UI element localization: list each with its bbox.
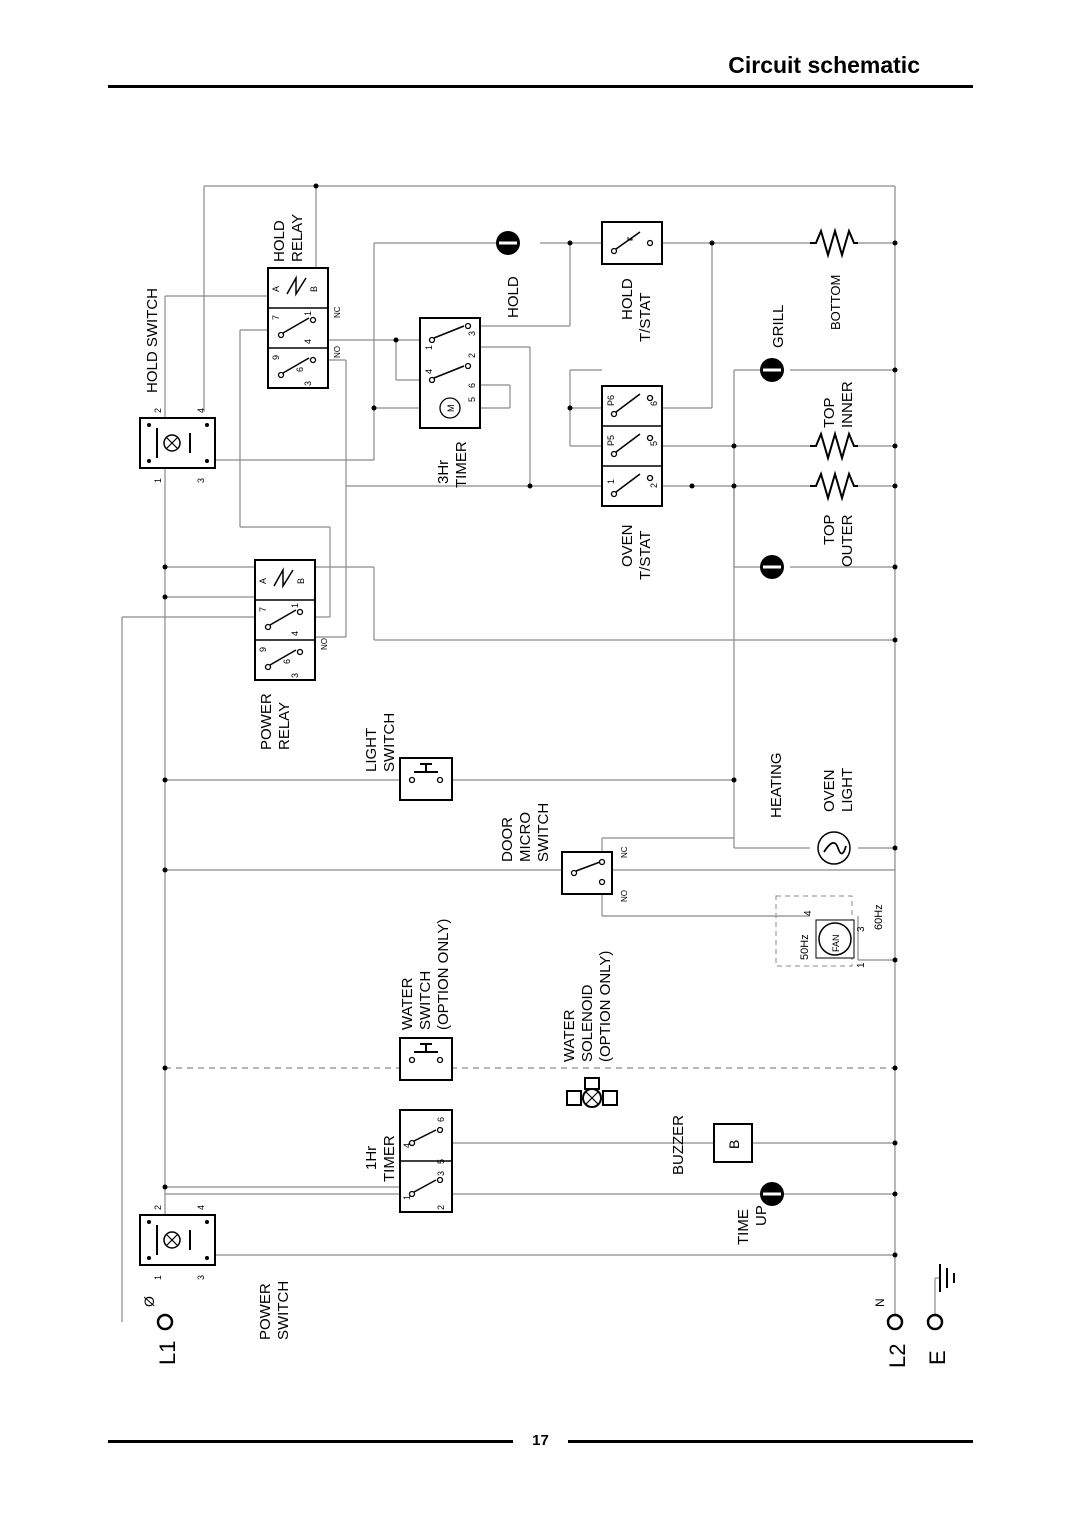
timer-1hr [363, 1110, 452, 1212]
element-bottom [810, 231, 858, 330]
buzzer [670, 1115, 752, 1175]
hold-relay-pin-7: 7 [271, 314, 281, 320]
power-relay-pin-4: 4 [290, 630, 300, 636]
element-top-inner-label-1: TOP [821, 397, 838, 428]
buzzer-label: BUZZER [670, 1115, 687, 1175]
fan-50hz: 50Hz [799, 934, 811, 960]
hold-relay-pin-3: 3 [303, 380, 313, 386]
time-up-lamp [735, 1182, 784, 1245]
page-number: 17 [532, 1432, 549, 1449]
water-solenoid-label-1: WATER [561, 1009, 578, 1062]
power-relay-pin-b: B [296, 577, 306, 584]
power-switch-pin-4: 4 [196, 1204, 206, 1210]
light-switch [363, 713, 452, 800]
element-top-outer [810, 474, 858, 567]
fan-pin-4: 4 [803, 910, 814, 916]
power-relay-pin-1: 1 [290, 602, 300, 608]
oven-light-label-2: LIGHT [839, 767, 856, 812]
element-top-outer-label-1: TOP [821, 514, 838, 545]
door-micro-switch-label-3: SWITCH [535, 802, 552, 862]
hold-relay-pin-b: B [309, 285, 319, 292]
hold-relay-pin-9: 9 [271, 354, 281, 360]
oven-tstat-pin-1: 1 [606, 478, 616, 484]
wiring [122, 186, 940, 1322]
hold-tstat-label-2: T/STAT [637, 292, 654, 342]
hold-relay-label-2: RELAY [289, 213, 306, 262]
door-micro-switch-pin-nc: NC [620, 846, 629, 858]
page-title: Circuit schematic [728, 52, 920, 78]
fan [799, 904, 885, 968]
timer-3hr-pin-5: 5 [467, 396, 477, 402]
door-micro-switch-label-1: DOOR [499, 817, 516, 862]
time-up-label-2: UP [753, 1205, 770, 1226]
water-switch-label-3: (OPTION ONLY) [435, 918, 452, 1030]
timer-1hr-pin-1: 1 [402, 1194, 412, 1200]
fan-pin-3: 3 [856, 926, 867, 932]
timer-3hr-pin-6: 6 [467, 382, 477, 388]
timer-1hr-pin-2: 2 [436, 1204, 446, 1210]
grill-lamp-label: GRILL [770, 304, 787, 348]
hold-switch-pin-4: 4 [196, 407, 206, 413]
oven-tstat [602, 386, 662, 580]
earth-icon [940, 1264, 954, 1292]
oven-tstat-label-2: T/STAT [637, 530, 654, 580]
timer-1hr-label-1: 1Hr [363, 1145, 380, 1170]
oven-light-label-1: OVEN [821, 769, 838, 812]
element-bottom-label: BOTTOM [828, 274, 843, 330]
power-switch-label-2: SWITCH [275, 1280, 292, 1340]
light-switch-label-1: LIGHT [363, 727, 380, 772]
page-footer [108, 1431, 973, 1451]
power-switch-pin-2: 2 [153, 1204, 163, 1210]
oven-tstat-pin-p5: P5 [606, 434, 616, 446]
terminal-e-label: E [925, 1350, 950, 1365]
hold-switch-pin-2: 2 [153, 407, 163, 413]
terminal-e [925, 1315, 950, 1365]
oven-light [818, 768, 856, 864]
hold-relay-pin-6: 6 [295, 366, 305, 372]
door-micro-switch-label-2: MICRO [517, 812, 534, 862]
power-switch-label-1: POWER [257, 1283, 274, 1340]
power-switch-pin-1: 1 [153, 1274, 163, 1280]
terminal-l2-symbol: N [873, 1298, 887, 1307]
power-relay-pin-3: 3 [290, 672, 300, 678]
oven-tstat-pin-2: 2 [649, 482, 659, 488]
power-switch-pin-3: 3 [196, 1274, 206, 1280]
water-switch-label-2: SWITCH [417, 970, 434, 1030]
hold-relay-pin-a: A [271, 285, 281, 292]
hold-relay [268, 214, 342, 388]
timer-3hr-pin-2: 2 [467, 352, 477, 358]
heating-lamp-label: HEATING [768, 752, 785, 818]
element-top-inner-label-2: INNER [839, 381, 856, 428]
power-relay-label-2: RELAY [276, 701, 293, 750]
fan-60hz: 60Hz [873, 904, 885, 930]
timer-3hr-motor: M [446, 404, 456, 412]
terminal-l1-label: L1 [155, 1340, 180, 1365]
terminal-l1-symbol: Ø [141, 1296, 157, 1307]
timer-3hr [420, 318, 480, 488]
timer-1hr-pin-4: 4 [402, 1142, 412, 1148]
hold-relay-pin-no: NO [333, 346, 342, 358]
oven-tstat-pin-5: 5 [649, 440, 659, 446]
time-up-label-1: TIME [735, 1209, 752, 1245]
power-relay [255, 560, 329, 750]
hold-tstat-label-1: HOLD [619, 278, 636, 320]
terminal-l1 [141, 1296, 180, 1365]
water-switch-label-1: WATER [399, 977, 416, 1030]
grill-lamp [760, 305, 787, 382]
timer-1hr-label-2: TIMER [381, 1135, 398, 1182]
fan-label: FAN [831, 934, 841, 952]
water-solenoid-label-2: SOLENOID [579, 984, 596, 1062]
hold-switch-label: HOLD SWITCH [144, 288, 161, 393]
timer-3hr-pin-3: 3 [467, 330, 477, 336]
power-relay-pin-6: 6 [282, 658, 292, 664]
terminal-l2 [873, 1298, 910, 1368]
hold-relay-label-1: HOLD [271, 220, 288, 262]
oven-tstat-pin-6: 6 [649, 400, 659, 406]
water-switch [399, 919, 452, 1080]
power-relay-pin-7: 7 [258, 606, 268, 612]
fan-pin-1: 1 [856, 962, 867, 968]
door-micro-switch [499, 803, 629, 902]
hold-lamp [496, 231, 522, 318]
hold-tstat [602, 222, 662, 342]
oven-tstat-pin-p6: P6 [606, 394, 616, 406]
power-relay-label-1: POWER [258, 693, 275, 750]
timer-3hr-pin-4: 4 [424, 368, 434, 374]
timer-1hr-pin-6: 6 [436, 1116, 446, 1122]
timer-3hr-pin-1: 1 [424, 344, 434, 350]
buzzer-symbol: B [726, 1139, 742, 1149]
timer-1hr-pin-3: 3 [436, 1170, 446, 1176]
hold-relay-pin-4: 4 [303, 338, 313, 344]
element-top-outer-label-2: OUTER [839, 514, 856, 567]
hold-switch-pin-3: 3 [196, 477, 206, 483]
element-top-inner [810, 381, 858, 458]
timer-3hr-label-1: 3Hr [435, 459, 452, 484]
light-switch-label-2: SWITCH [381, 712, 398, 772]
terminal-l2-label: L2 [885, 1343, 910, 1368]
hold-relay-pin-1: 1 [303, 310, 313, 316]
hold-switch-pin-1: 1 [153, 477, 163, 483]
water-solenoid-label-3: (OPTION ONLY) [597, 950, 614, 1062]
power-relay-pin-no: NO [320, 638, 329, 650]
water-solenoid [561, 951, 617, 1107]
door-micro-switch-pin-no: NO [620, 890, 629, 902]
power-relay-pin-a: A [258, 577, 268, 584]
heating-lamp [760, 555, 785, 818]
oven-tstat-label-1: OVEN [619, 524, 636, 567]
hold-relay-pin-nc: NC [333, 306, 342, 318]
power-relay-pin-9: 9 [258, 646, 268, 652]
timer-3hr-label-2: TIMER [453, 441, 470, 488]
timer-1hr-pin-5: 5 [436, 1158, 446, 1164]
hold-lamp-label: HOLD [505, 276, 522, 318]
